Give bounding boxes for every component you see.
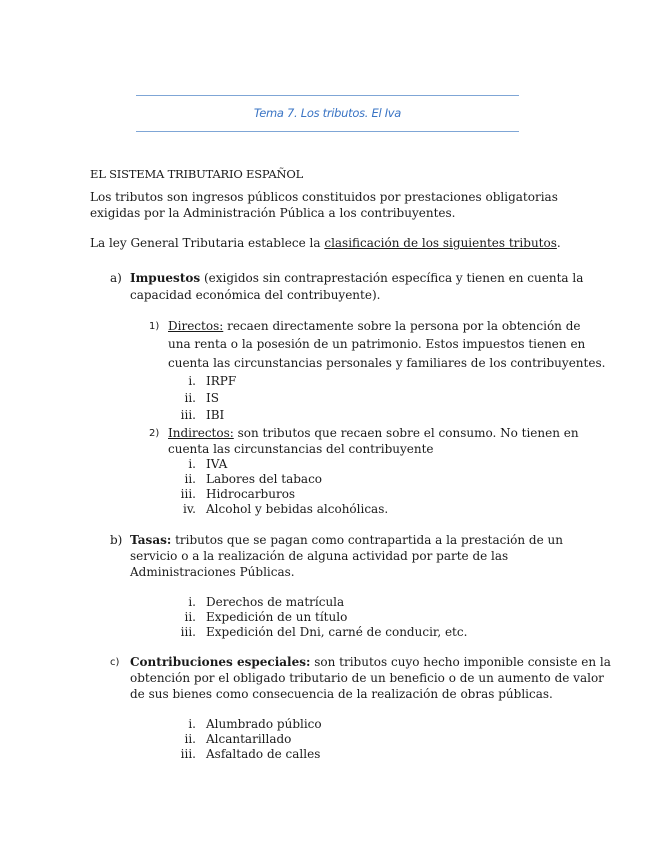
directos-item-text: IBI [206,408,225,422]
ley-prefix: La ley General Tributaria establece la [90,236,325,250]
intro-line-1: Los tributos son ingresos públicos constituidos por prestaciones obligatorias [90,190,558,204]
indirectos-line-1 [168,425,579,442]
impuestos-label: Impuestos [130,271,201,285]
directos-item-num: i. [188,374,196,388]
contribuciones-text-1: son tributos cuyo hecho imponible consiste en la [310,655,611,669]
indirectos-item-num: i. [188,457,196,471]
indirectos-item-num: iv. [182,502,196,516]
indirectos-item-num: ii. [184,472,196,486]
tasas-item-num: ii. [184,610,196,624]
tasas-label: Tasas: [130,533,172,547]
tasas-line-1 [130,532,563,549]
indirectos-marker: 2) [149,428,160,439]
contribuciones-item-num: i. [188,717,196,731]
directos-text-1: recaen directamente sobre la persona por la obtención de [223,319,581,333]
contribuciones-marker: c) [110,657,120,668]
contribuciones-label: Contribuciones especiales: [130,655,311,669]
directos-line-3: cuenta las circunstancias personales y familiares de los contribuyentes. [168,356,606,370]
indirectos-item-num: iii. [180,487,196,501]
directos-label: Directos: [168,319,224,333]
header-rule-top [136,95,519,96]
tasas-item-text: Expedición del Dni, carné de conducir, etc. [206,625,468,639]
directos-item-num: iii. [180,408,196,422]
contribuciones-item-num: ii. [184,732,196,746]
impuestos-line-2: capacidad económica del contribuyente). [130,288,381,302]
page-header-title: Tema 7. Los tributos. El Iva [253,106,402,120]
directos-line-2: una renta o la posesión de un patrimonio. Estos impuestos tienen en [168,337,586,351]
impuestos-line-1 [130,270,583,287]
indirectos-item-text: Hidrocarburos [206,487,296,501]
directos-item-text: IRPF [206,374,237,388]
directos-item-text: IS [206,391,219,405]
tasas-item-text: Derechos de matrícula [206,595,345,609]
contribuciones-line-2: obtención por el obligado tributario de un beneficio o de un aumento de valor [130,671,604,685]
section-title: EL SISTEMA TRIBUTARIO ESPAÑOL [90,167,304,181]
ley-suffix: . [556,236,561,250]
tasas-line-2: servicio o a la realización de alguna actividad por parte de las [130,549,509,563]
tasas-text-1: tributos que se pagan como contrapartida a la prestación de un [171,533,563,547]
contribuciones-item-text: Asfaltado de calles [206,747,321,761]
indirectos-item-text: Alcohol y bebidas alcohólicas. [206,502,389,516]
tasas-item-num: i. [188,595,196,609]
tasas-marker: b) [110,533,123,547]
directos-marker: 1) [149,321,160,332]
directos-item-num: ii. [184,391,196,405]
contribuciones-item-num: iii. [180,747,196,761]
tasas-item-text: Expedición de un título [206,610,348,624]
intro-line-2: exigidas por la Administración Pública a los contribuyentes. [90,206,456,220]
indirectos-text-1: son tributos que recaen sobre el consumo. No tienen en [233,426,579,440]
indirectos-item-text: IVA [206,457,228,471]
contribuciones-item-text: Alcantarillado [206,732,292,746]
impuestos-text-1: (exigidos sin contraprestación específica y tienen en cuenta la [200,271,584,285]
directos-line-1 [168,318,581,335]
tasas-line-3: Administraciones Públicas. [130,565,295,579]
impuestos-marker: a) [110,271,122,285]
indirectos-label: Indirectos: [168,426,234,440]
contribuciones-item-text: Alumbrado público [206,717,322,731]
indirectos-line-2: cuenta las circunstancias del contribuyente [168,442,434,456]
header-rule-bottom [136,131,519,132]
contribuciones-line-3: de sus bienes como consecuencia de la realización de obras públicas. [130,687,553,701]
tasas-item-num: iii. [180,625,196,639]
indirectos-item-text: Labores del tabaco [206,472,323,486]
ley-underlined: clasificación de los siguientes tributos [324,236,557,250]
contribuciones-line-1 [130,654,611,671]
ley-paragraph [90,235,561,252]
